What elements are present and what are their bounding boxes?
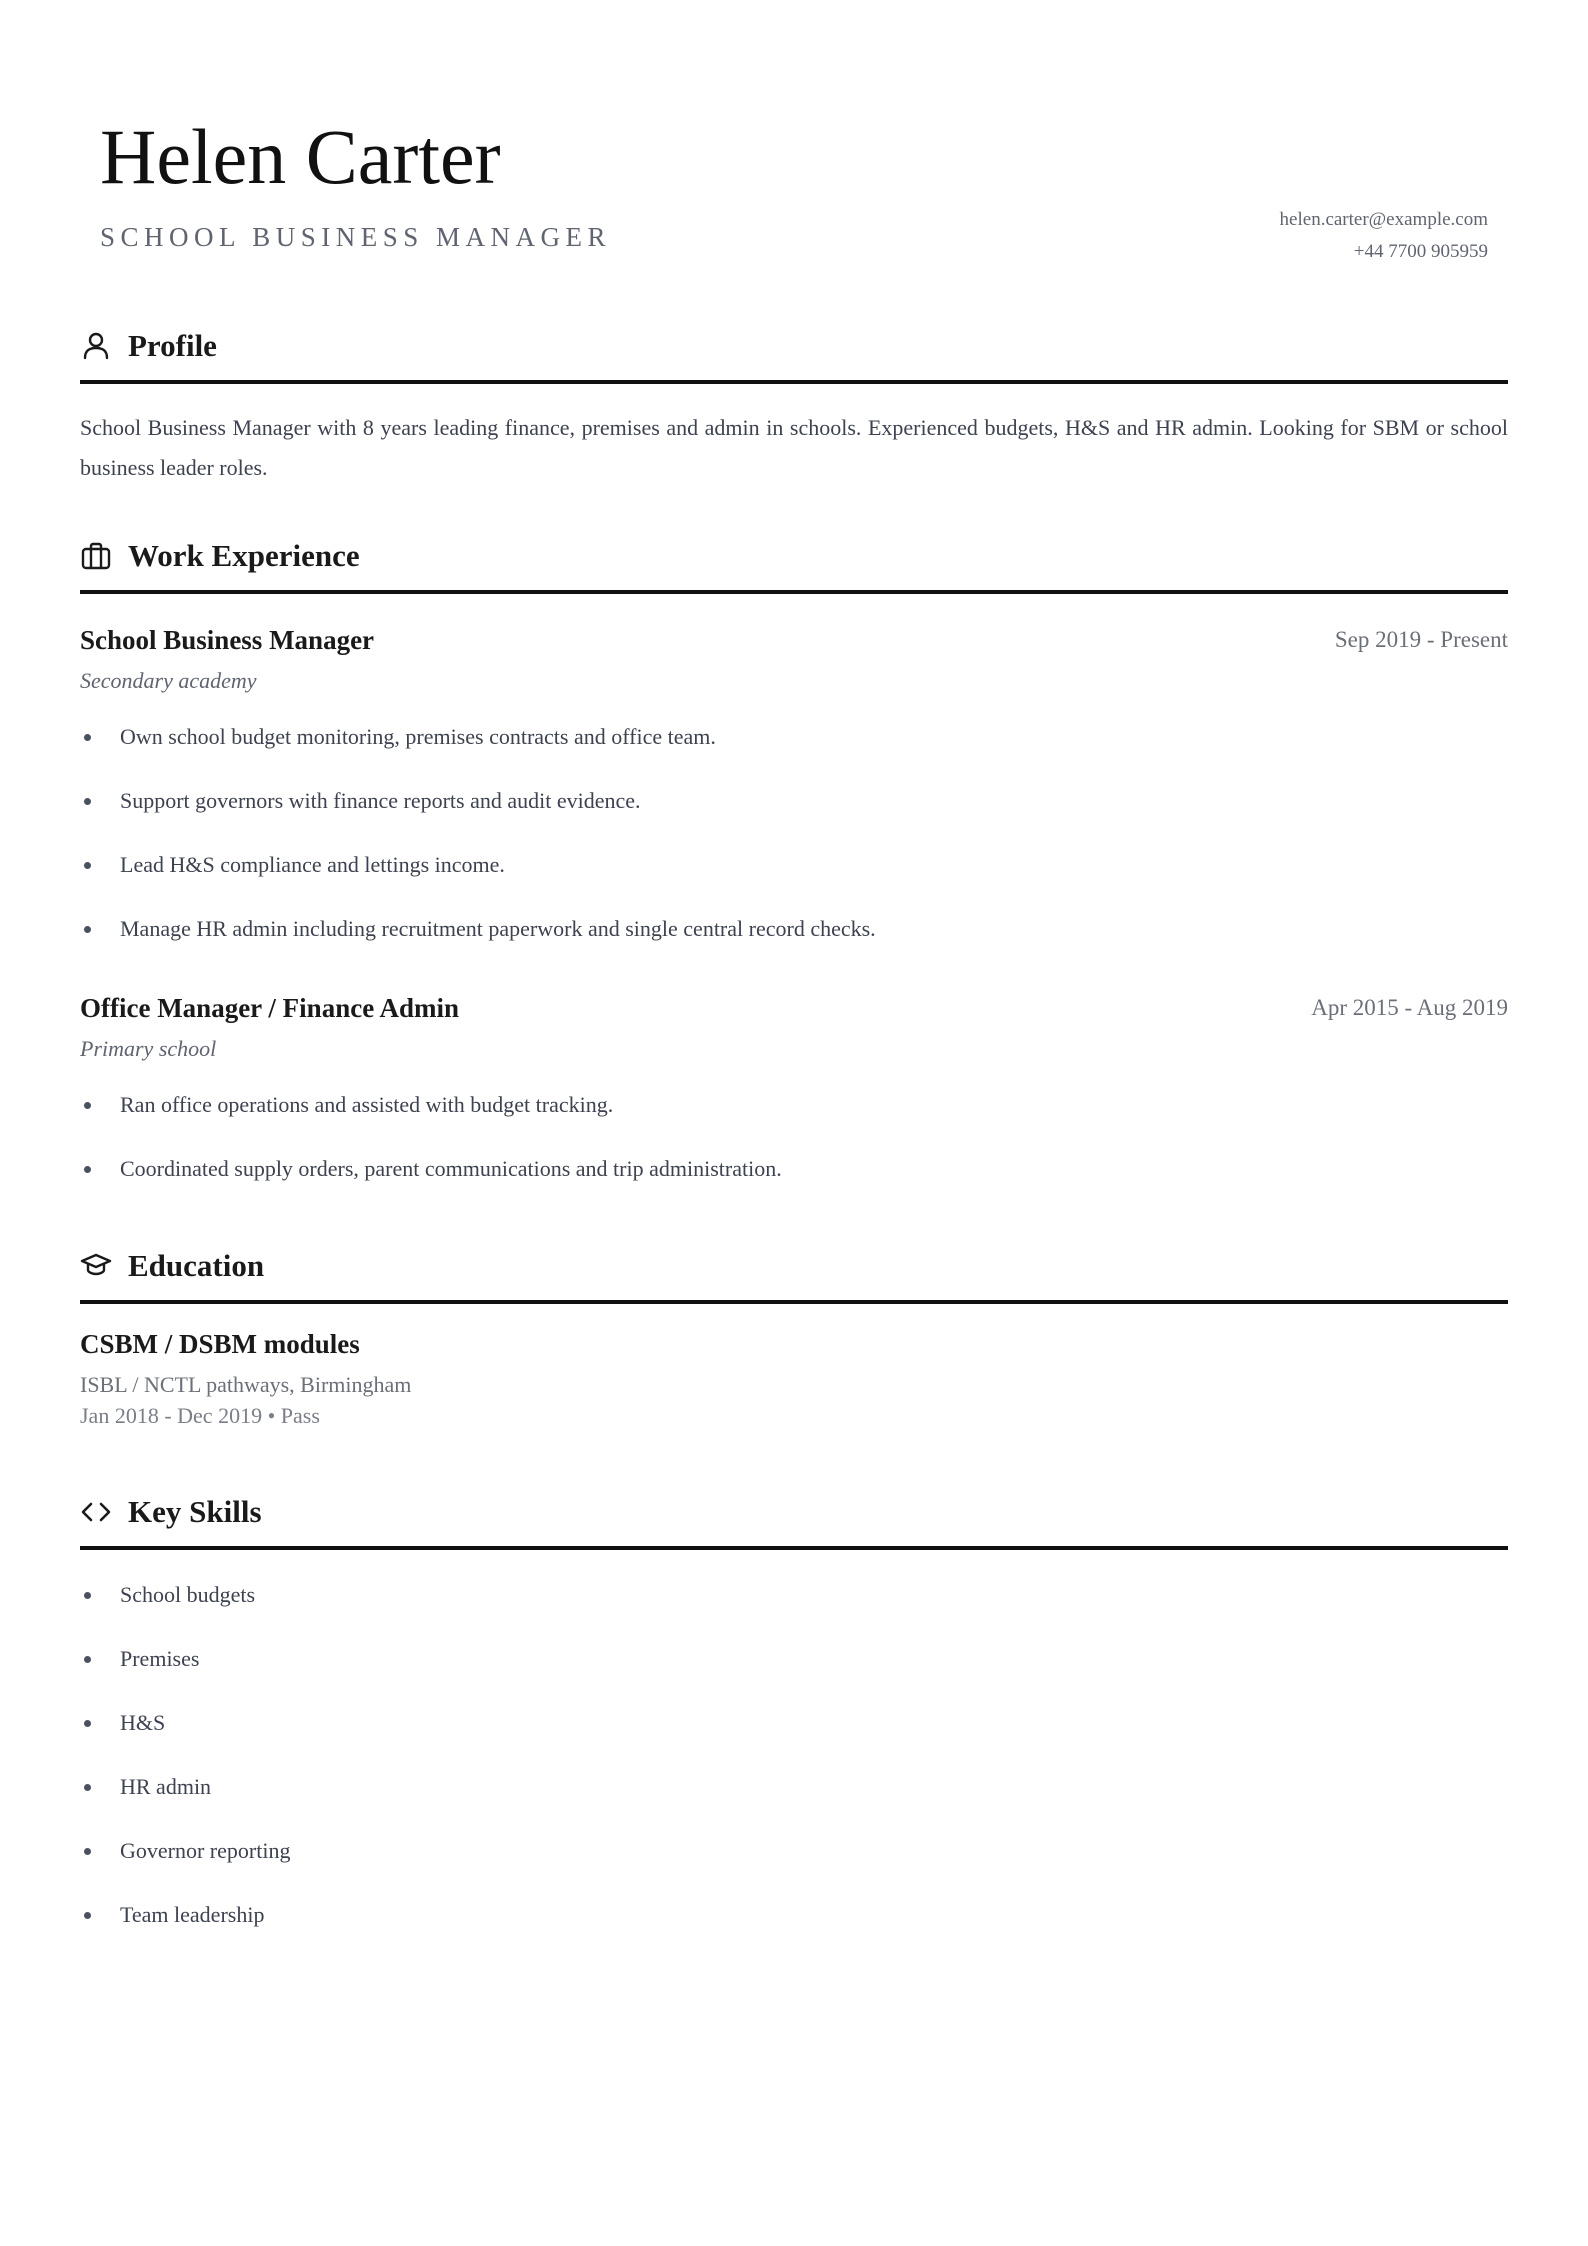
work-heading: Work Experience	[128, 538, 360, 573]
skill-item: HR admin	[80, 1772, 1508, 1802]
bullet-dot-icon	[84, 798, 91, 805]
skills-heading: Key Skills	[128, 1494, 262, 1529]
bullet-dot-icon	[84, 1592, 91, 1599]
profile-section-header	[80, 324, 1508, 384]
bullet-dot-icon	[84, 1848, 91, 1855]
job-bullet: Lead H&S compliance and lettings income.	[80, 850, 1508, 880]
education-section-header	[80, 1244, 1508, 1304]
profile-heading: Profile	[128, 328, 217, 363]
education-meta: Jan 2018 - Dec 2019 • Pass	[80, 1403, 320, 1428]
candidate-title: SCHOOL BUSINESS MANAGER	[100, 222, 612, 252]
bullet-dot-icon	[84, 1784, 91, 1791]
bullet-dot-icon	[84, 734, 91, 741]
briefcase-icon	[80, 540, 112, 572]
bullet-dot-icon	[84, 1656, 91, 1663]
education-entry	[80, 1326, 1508, 1432]
job-bullets	[80, 722, 1508, 944]
skill-item: Team leadership	[80, 1900, 1508, 1930]
work-section-header	[80, 534, 1508, 594]
education-school: ISBL / NCTL pathways, Birmingham	[80, 1372, 412, 1397]
job-bullets	[80, 1090, 1508, 1184]
person-icon	[80, 330, 112, 362]
skill-item: H&S	[80, 1708, 1508, 1738]
bullet-dot-icon	[84, 1912, 91, 1919]
skill-item: Governor reporting	[80, 1836, 1508, 1866]
job-company: Primary school	[80, 1036, 217, 1061]
bullet-dot-icon	[84, 1166, 91, 1173]
bullet-dot-icon	[84, 1102, 91, 1109]
skill-item: School budgets	[80, 1580, 1508, 1610]
skills-list	[80, 1580, 1508, 1930]
job-entry	[80, 622, 1508, 944]
job-company: Secondary academy	[80, 668, 257, 693]
contact-info	[1280, 204, 1488, 268]
job-bullet: Ran office operations and assisted with budget tracking.	[80, 1090, 1508, 1120]
job-dates: Apr 2015 - Aug 2019	[1311, 995, 1508, 1020]
education-degree: CSBM / DSBM modules	[80, 1329, 360, 1359]
code-icon	[80, 1496, 112, 1528]
candidate-name: Helen Carter	[100, 113, 501, 200]
job-bullet: Manage HR admin including recruitment paperwork and single central record checks.	[80, 914, 1508, 944]
job-bullet: Own school budget monitoring, premises contracts and office team.	[80, 722, 1508, 752]
skill-item: Premises	[80, 1644, 1508, 1674]
bullet-dot-icon	[84, 926, 91, 933]
skills-section-header	[80, 1490, 1508, 1550]
contact-phone[interactable]: +44 7700 905959	[1353, 241, 1488, 262]
job-role: Office Manager / Finance Admin	[80, 993, 459, 1023]
profile-summary: School Business Manager with 8 years leading finance, premises and admin in schools. Experienced budgets, H&S and HR admin. Looking for SBM or school business leader roles.	[80, 415, 1508, 480]
bullet-dot-icon	[84, 1720, 91, 1727]
bullet-dot-icon	[84, 862, 91, 869]
job-bullet: Support governors with finance reports and audit evidence.	[80, 786, 1508, 816]
graduation-cap-icon	[80, 1250, 112, 1282]
education-heading: Education	[128, 1248, 265, 1283]
job-bullet: Coordinated supply orders, parent communications and trip administration.	[80, 1154, 1508, 1184]
job-entry	[80, 990, 1508, 1184]
job-dates: Sep 2019 - Present	[1334, 627, 1508, 652]
contact-email[interactable]: helen.carter@example.com	[1279, 209, 1488, 230]
job-role: School Business Manager	[80, 625, 375, 655]
